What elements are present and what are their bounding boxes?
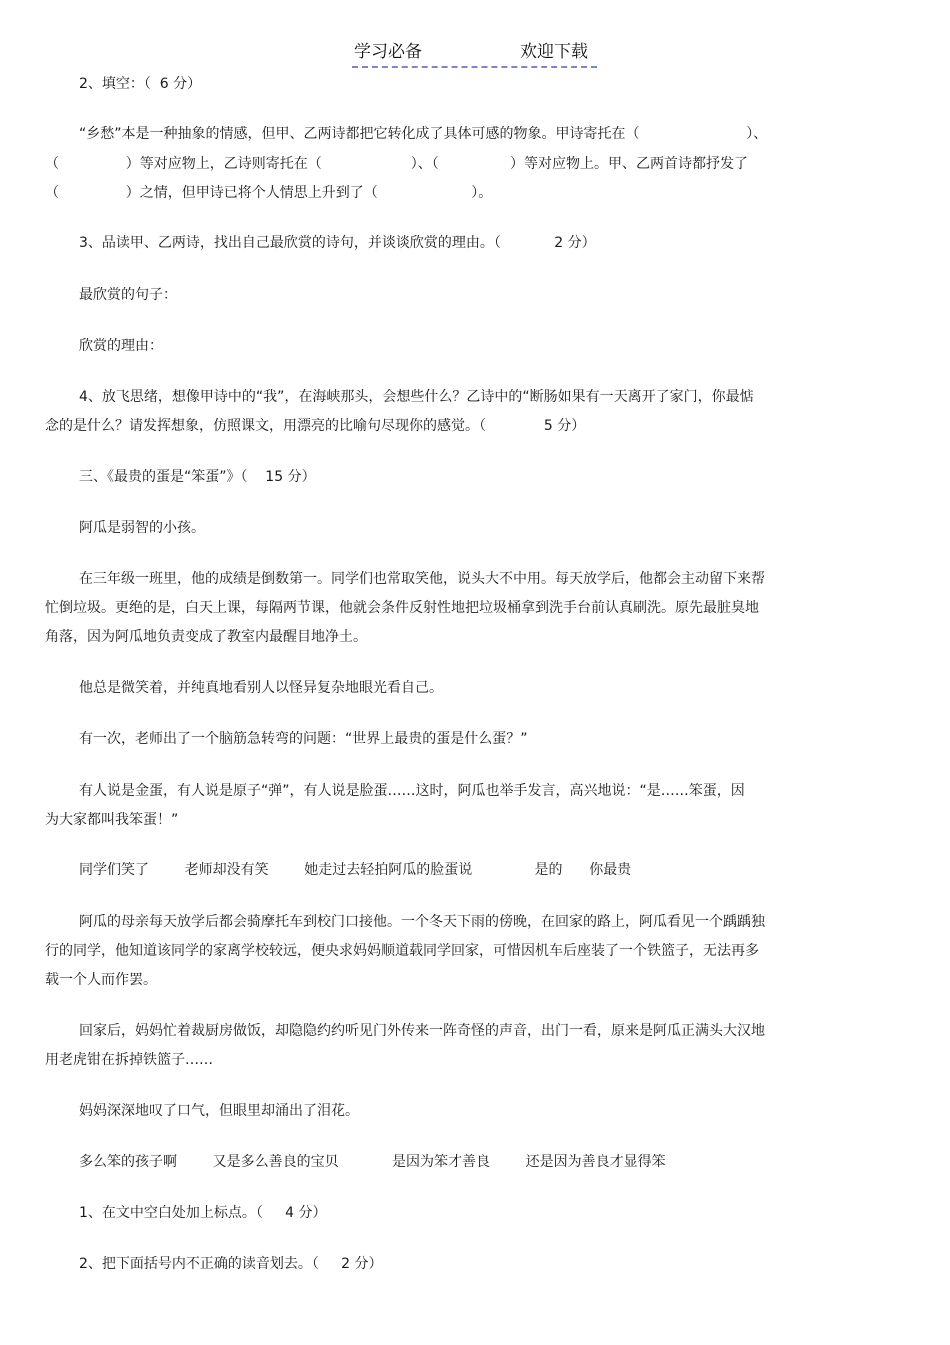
paragraph-line: 阿瓜是弱智的小孩。	[79, 520, 205, 536]
paragraph-line: 阿瓜的母亲每天放学后都会骑摩托车到校门口接他。一个冬天下雨的傍晚，在回家的路上，阿瓜看见一个踽踽独	[79, 914, 765, 930]
question-2-heading: 2、填空：（ 6 分）	[79, 76, 202, 92]
paragraph-line: 他总是微笑着，并纯真地看别人以怪异复杂地眼光看自己。	[79, 680, 443, 696]
paragraph-line: 妈妈深深地叹了口气，但眼里却涌出了泪花。	[79, 1103, 359, 1119]
paragraph-line: 有一次，老师出了一个脑筋急转弯的问题：“世界上最贵的蛋是什么蛋？”	[79, 731, 528, 747]
paragraph-line: 念的是什么？请发挥想象，仿照课文，用漂亮的比喻句尽现你的感觉。（ 5 分）	[45, 418, 586, 434]
reason-label: 欣赏的理由：	[79, 338, 163, 354]
paragraph-line: 行的同学，他知道该同学的家离学校较远，便央求妈妈顺道载同学回家，可惜因机车后座装了一个铁篮子，无法再多	[45, 943, 759, 959]
header-left-text: 学习必备	[354, 42, 422, 62]
page-header	[352, 40, 597, 68]
paragraph-line: 有人说是金蛋，有人说是原子“弹”，有人说是脸蛋……这时，阿瓜也举手发言，高兴地说：“是……笨蛋，因	[79, 783, 745, 799]
paragraph-line: 在三年级一班里，他的成绩是倒数第一。同学们也常取笑他，说头大不中用。每天放学后，他都会主动留下来帮	[79, 571, 765, 587]
question-1-heading: 1、在文中空白处加上标点。（ 4 分）	[79, 1205, 327, 1221]
paragraph-line: （ ）之情，但甲诗已将个人情思上升到了（ ）。	[45, 185, 493, 201]
paragraph-line: 载一个人而作罢。	[45, 972, 157, 988]
paragraph-line: 角落，因为阿瓜地负责变成了教室内最醒目地净土。	[45, 629, 367, 645]
paragraph-line: 同学们笑了 老师却没有笑 她走过去轻拍阿瓜的脸蛋说 是的 你最贵	[79, 862, 632, 878]
paragraph-line: 忙倒垃圾。更绝的是，白天上课，每隔两节课，他就会条件反射性地把垃圾桶拿到洗手台前认真刷洗。原先最脏臭地	[45, 600, 759, 616]
paragraph-line: （ ）等对应物上，乙诗则寄托在（ ）、（ ）等对应物上。甲、乙两首诗都抒发了	[45, 156, 748, 172]
paragraph-line: “乡愁”本是一种抽象的情感，但甲、乙两诗都把它转化成了具体可感的物象。甲诗寄托在（ ）、	[79, 126, 768, 142]
header-right-text: 欢迎下载	[520, 42, 588, 62]
question-2b-heading: 2、把下面括号内不正确的读音划去。（ 2 分）	[79, 1256, 383, 1272]
paragraph-line: 用老虎钳在拆掉铁篮子……	[45, 1052, 213, 1068]
favorite-sentence-label: 最欣赏的句子：	[79, 287, 177, 303]
paragraph-line: 回家后，妈妈忙着裁厨房做饭，却隐隐约约听见门外传来一阵奇怪的声音，出门一看，原来是阿瓜正满头大汉地	[79, 1023, 765, 1039]
paragraph-line: 为大家都叫我笨蛋！”	[45, 812, 179, 828]
paragraph-line: 多么笨的孩子啊 又是多么善良的宝贝 是因为笨才善良 还是因为善良才显得笨	[79, 1154, 666, 1170]
question-3-heading: 3、品读甲、乙两诗，找出自己最欣赏的诗句，并谈谈欣赏的理由。（ 2 分）	[79, 235, 596, 251]
section-3-title: 三、《最贵的蛋是“笨蛋”》（ 15 分）	[79, 469, 316, 485]
question-4-heading: 4、放飞思绪，想像甲诗中的“我”，在海峡那头，会想些什么？乙诗中的“断肠如果有一天离开了家门，你最惦	[79, 389, 754, 405]
